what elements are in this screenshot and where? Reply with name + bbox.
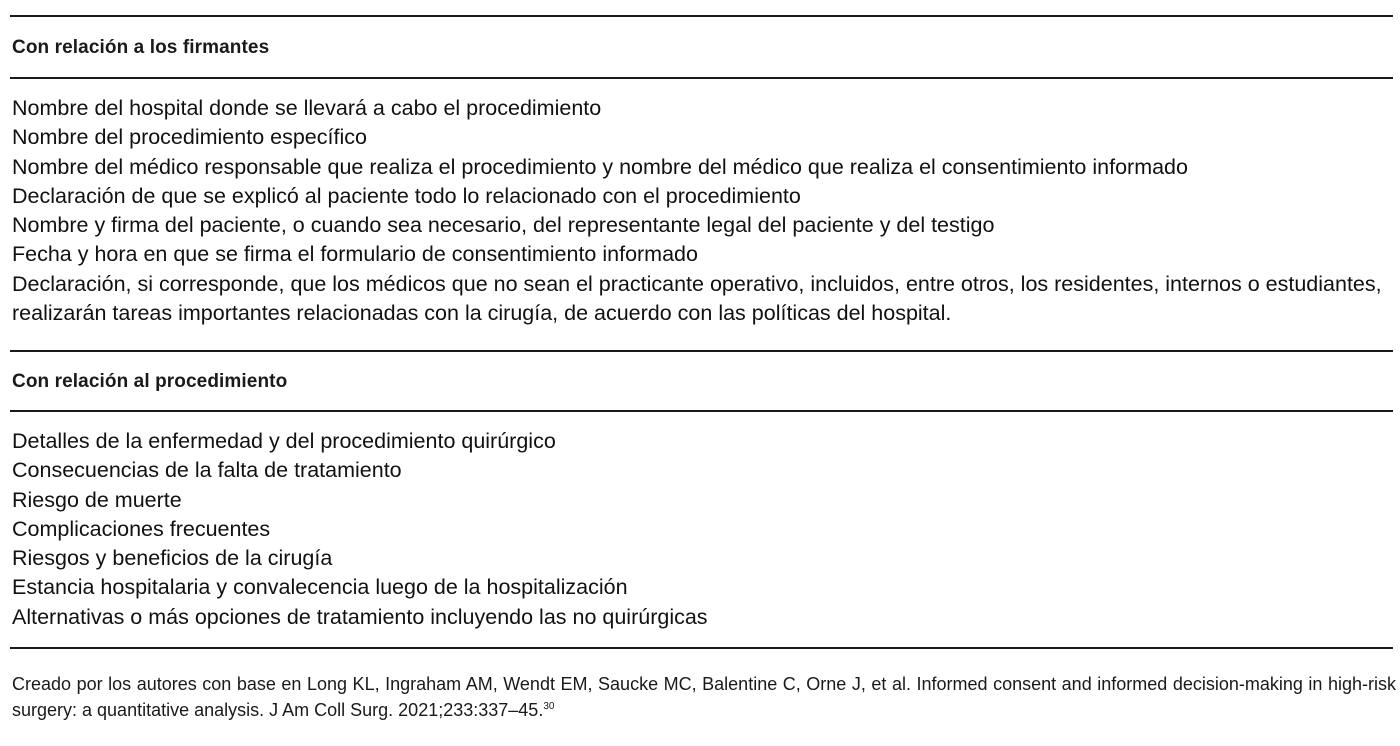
top-rule	[10, 15, 1393, 17]
list-item: Declaración, si corresponde, que los médicos que no sean el practicante operativo, incluidos, entre otros, los residentes, internos o estudiantes, realizarán tareas importantes relacionadas con la cirugía, de acuerdo con las políticas del hospital.	[12, 271, 1382, 326]
list-item: Nombre y firma del paciente, o cuando sea necesario, del representante legal del paciente y del testigo	[12, 213, 995, 238]
section-rule	[10, 410, 1393, 412]
section-title-signatories: Con relación a los firmantes	[12, 37, 270, 58]
list-item: Riesgo de muerte	[12, 487, 182, 512]
list-item: Nombre del hospital donde se llevará a cabo el procedimiento	[12, 96, 602, 120]
procedure-list	[12, 427, 1394, 632]
list-item: Consecuencias de la falta de tratamiento	[12, 458, 402, 483]
list-item: Alternativas o más opciones de tratamiento incluyendo las no quirúrgicas	[12, 604, 708, 629]
section-rule	[10, 77, 1393, 79]
list-item: Detalles de la enfermedad y del procedimiento quirúrgico	[12, 429, 556, 453]
section-rule	[10, 350, 1393, 352]
list-item: Nombre del procedimiento específico	[12, 125, 367, 150]
list-item: Estancia hospitalaria y convalecencia luego de la hospitalización	[12, 575, 628, 600]
footnote-text: Creado por los autores con base en Long KL, Ingraham AM, Wendt EM, Saucke MC, Balentine C, Orne J, et al. Informed consent and informed decision-making in high-risk surgery: a quantitative analysis. J Am Coll Surg. 2021;233:337–45.	[12, 674, 1396, 720]
list-item: Declaración de que se explicó al paciente todo lo relacionado con el procedimiento	[12, 183, 801, 208]
list-item: Fecha y hora en que se firma el formulario de consentimiento informado	[12, 242, 698, 267]
list-item: Complicaciones frecuentes	[12, 516, 271, 541]
reference-number: 30	[543, 701, 555, 712]
bottom-rule	[10, 647, 1393, 649]
source-footnote	[12, 671, 1396, 723]
section-title-procedure: Con relación al procedimiento	[12, 371, 288, 392]
list-item: Riesgos y beneficios de la cirugía	[12, 546, 333, 571]
list-item: Nombre del médico responsable que realiza el procedimiento y nombre del médico que realiza el consentimiento informado	[12, 154, 1188, 179]
signatories-list	[12, 94, 1394, 328]
